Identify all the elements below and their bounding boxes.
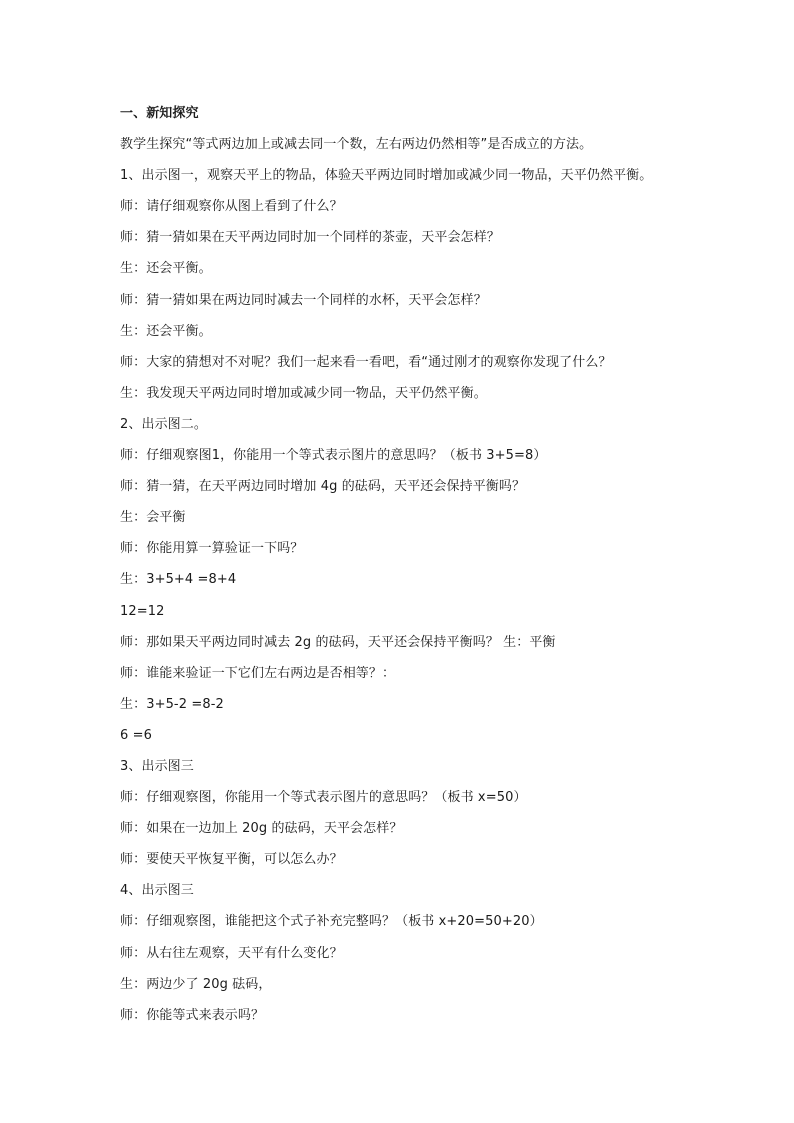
text-line: 师：从右往左观察，天平有什么变化？: [120, 945, 343, 961]
text-line: 教学生探究“等式两边加上或减去同一个数，左右两边仍然相等”是否成立的方法。: [120, 137, 593, 153]
text-line: 生：两边少了 20g 砝码，: [120, 976, 272, 992]
text-line: 生：我发现天平两边同时增加或减少同一物品，天平仍然平衡。: [120, 385, 487, 401]
text-line: 生：会平衡: [120, 510, 186, 526]
text-line: 师：那如果天平两边同时减去 2g 的砝码，天平还会保持平衡吗？ 生：平衡: [120, 634, 556, 650]
document-body: [120, 98, 700, 1031]
text-line: 师：谁能来验证一下它们左右两边是否相等？：: [120, 665, 396, 681]
text-line: 师：如果在一边加上 20g 的砝码，天平会怎样？: [120, 821, 403, 837]
text-line: 12=12: [120, 603, 165, 619]
text-line: 师：仔细观察图，谁能把这个式子补充完整吗？（板书 x+20=50+20）: [120, 914, 543, 930]
text-line: 师：仔细观察图，你能用一个等式表示图片的意思吗？（板书 x=50）: [120, 790, 527, 806]
text-line: 师：猜一猜，在天平两边同时增加 4g 的砝码，天平还会保持平衡吗？: [120, 479, 526, 495]
section-heading: 一、新知探究: [120, 106, 199, 121]
text-line: 师：请仔细观察你从图上看到了什么？: [120, 199, 343, 215]
text-line: 生：还会平衡。: [120, 261, 212, 277]
text-line: 师：要使天平恢复平衡，可以怎么办？: [120, 852, 343, 868]
text-line: 师：你能等式来表示吗？: [120, 1007, 265, 1023]
text-line: 生：3+5+4 =8+4: [120, 572, 237, 588]
text-line: 2、出示图二。: [120, 416, 207, 432]
text-line: 师：猜一猜如果在两边同时减去一个同样的水杯，天平会怎样？: [120, 292, 487, 308]
text-line: 生：还会平衡。: [120, 323, 212, 339]
text-line: 6 =6: [120, 727, 152, 743]
text-line: 4、出示图三: [120, 883, 194, 899]
text-line: 3、出示图三: [120, 758, 194, 774]
text-line: 师：猜一猜如果在天平两边同时加一个同样的茶壶，天平会怎样？: [120, 230, 500, 246]
text-line: 1、出示图一，观察天平上的物品，体验天平两边同时增加或减少同一物品，天平仍然平衡。: [120, 168, 653, 184]
text-line: 师：仔细观察图1，你能用一个等式表示图片的意思吗？（板书 3+5=8）: [120, 448, 547, 464]
text-line: 师：大家的猜想对不对呢？我们一起来看一看吧，看“通过刚才的观察你发现了什么？: [120, 354, 612, 370]
text-line: 师：你能用算一算验证一下吗？: [120, 541, 304, 557]
text-line: 生：3+5-2 =8-2: [120, 696, 224, 712]
